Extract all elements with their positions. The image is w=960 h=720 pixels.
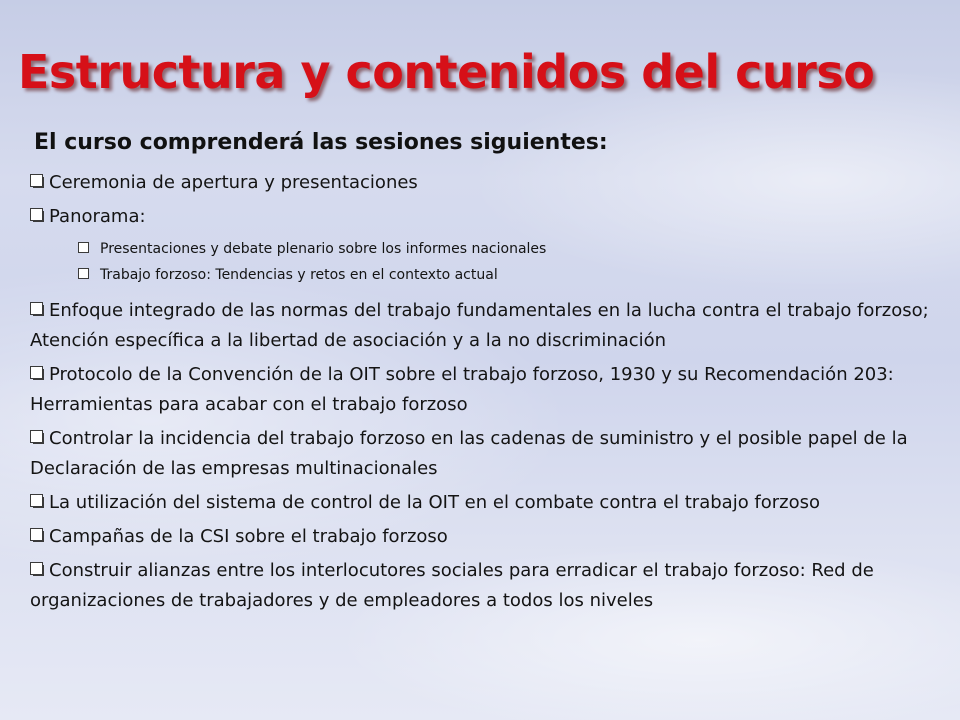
list-item-text: Campañas de la CSI sobre el trabajo forzoso (49, 526, 448, 547)
square-bullet-icon (30, 366, 45, 381)
list-item (30, 488, 945, 518)
list-item (30, 296, 945, 356)
slide-subtitle: El curso comprenderá las sesiones siguientes: (34, 130, 608, 155)
list-item (30, 360, 945, 420)
list-item (30, 424, 945, 484)
sub-list-item (30, 236, 945, 262)
square-bullet-icon (78, 242, 90, 254)
square-bullet-icon (30, 562, 45, 577)
square-bullet-icon (30, 528, 45, 543)
list-item (30, 168, 945, 198)
square-bullet-icon (30, 494, 45, 509)
sub-list-item (30, 262, 945, 288)
list-item-text: Construir alianzas entre los interlocutores sociales para erradicar el trabajo forzoso: Red de organizaciones de trabajadores y de empleadores a todos los niveles (30, 560, 874, 611)
sub-list-item-text: Presentaciones y debate plenario sobre los informes nacionales (100, 241, 547, 257)
list-item-text: La utilización del sistema de control de la OIT en el combate contra el trabajo forzoso (49, 492, 821, 513)
list-item-text: Panorama: (49, 206, 146, 227)
square-bullet-icon (30, 430, 45, 445)
slide-title: Estructura y contenidos del curso (18, 45, 875, 99)
list-item-text: Controlar la incidencia del trabajo forzoso en las cadenas de suministro y el posible papel de la Declaración de las empresas multinacionales (30, 428, 908, 479)
square-bullet-icon (30, 174, 45, 189)
list-item (30, 556, 945, 616)
session-list (30, 168, 945, 620)
square-bullet-icon (78, 268, 90, 280)
list-item-text: Enfoque integrado de las normas del trabajo fundamentales en la lucha contra el trabajo forzoso; Atención específica a la libertad de asociación y a la no discriminación (30, 300, 929, 351)
list-item (30, 522, 945, 552)
list-item (30, 202, 945, 232)
square-bullet-icon (30, 302, 45, 317)
sub-list-item-text: Trabajo forzoso: Tendencias y retos en el contexto actual (100, 267, 498, 283)
list-item-text: Protocolo de la Convención de la OIT sobre el trabajo forzoso, 1930 y su Recomendación 203: Herramientas para acabar con el trabajo forzoso (30, 364, 894, 415)
list-item-text: Ceremonia de apertura y presentaciones (49, 172, 418, 193)
square-bullet-icon (30, 208, 45, 223)
